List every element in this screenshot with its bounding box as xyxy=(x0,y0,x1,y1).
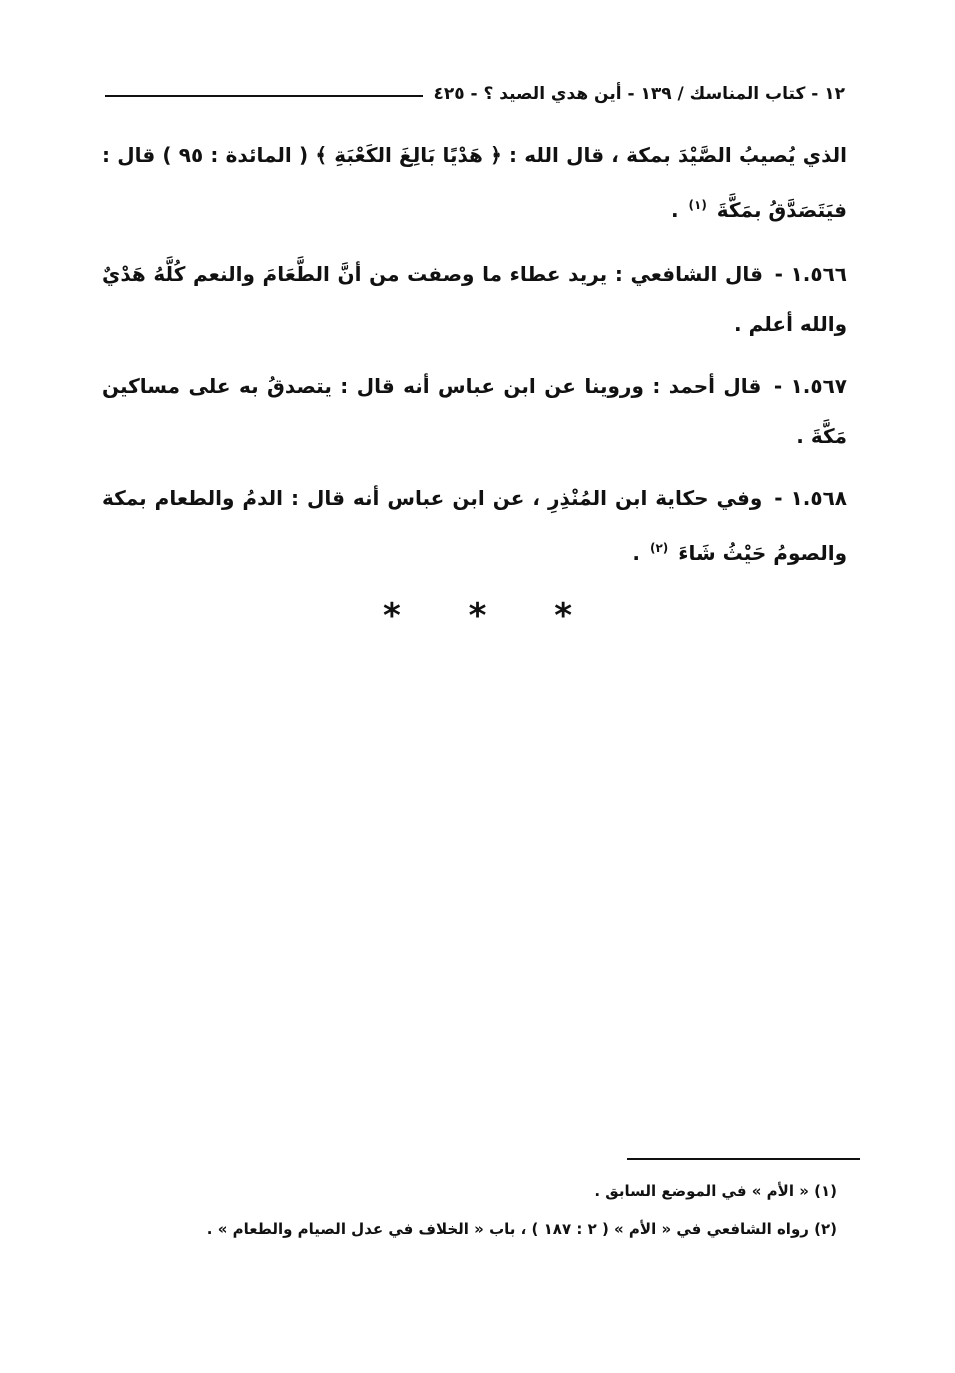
footnote-divider xyxy=(627,1158,860,1160)
paragraph-text: قال أحمد : وروينا عن ابن عباس أنه قال : يتصدقُ به على مساكين مَكَّةَ . xyxy=(102,374,847,448)
paragraph-text: وفي حكاية ابن المُنْذِرِ ، عن ابن عباس أنه قال : الدمُ والطعام بمكة والصومُ حَيْثُ شَاءَ xyxy=(102,486,847,565)
running-header xyxy=(105,78,845,110)
paragraph-end: . xyxy=(632,541,640,565)
paragraph-end: . xyxy=(670,198,679,222)
paragraph-568 xyxy=(102,473,847,578)
header-text: ١٢ - كتاب المناسك / ١٣٩ - أين هدي الصيد ؟ - ٤٢٥ xyxy=(433,84,845,104)
paragraph-566 xyxy=(102,249,847,349)
main-text xyxy=(102,130,847,590)
section-separator xyxy=(0,596,955,636)
separator-star: * xyxy=(382,596,401,636)
paragraph-intro xyxy=(102,130,847,235)
footnote-2: (٢) رواه الشافعي في « الأم » ( ٢ : ١٨٧ ) ، باب « الخلاف في عدل الصيام والطعام » . xyxy=(206,1220,837,1238)
paragraph-text: الذي يُصيبُ الصَّيْدَ بمكة ، قال الله : ﴿ هَدْيًا بَالِغَ الكَعْبَةِ ﴾ ( المائدة : ٩٥ ) قال : فيَتَصَدَّقُ بمَكَّةَ xyxy=(102,143,847,222)
paragraph-number: ١.٥٦٧ - xyxy=(773,374,847,398)
header-rule xyxy=(105,95,423,97)
paragraph-567 xyxy=(102,361,847,461)
separator-star: * xyxy=(468,596,487,636)
paragraph-number: ١.٥٦٨ - xyxy=(774,486,847,510)
footnotes xyxy=(117,1180,837,1256)
separator-star: * xyxy=(554,596,573,636)
footnote-ref-1: (١) xyxy=(688,198,707,212)
paragraph-text: قال الشافعي : يريد عطاء ما وصفت من أنَّ الطَّعَامَ والنعم كُلَّهُ هَدْيٌ والله أعلم . xyxy=(102,262,847,336)
footnote-1: (١) « الأم » في الموضع السابق . xyxy=(594,1182,837,1200)
paragraph-number: ١.٥٦٦ - xyxy=(774,262,847,286)
footnote-ref-2: (٢) xyxy=(649,541,669,555)
